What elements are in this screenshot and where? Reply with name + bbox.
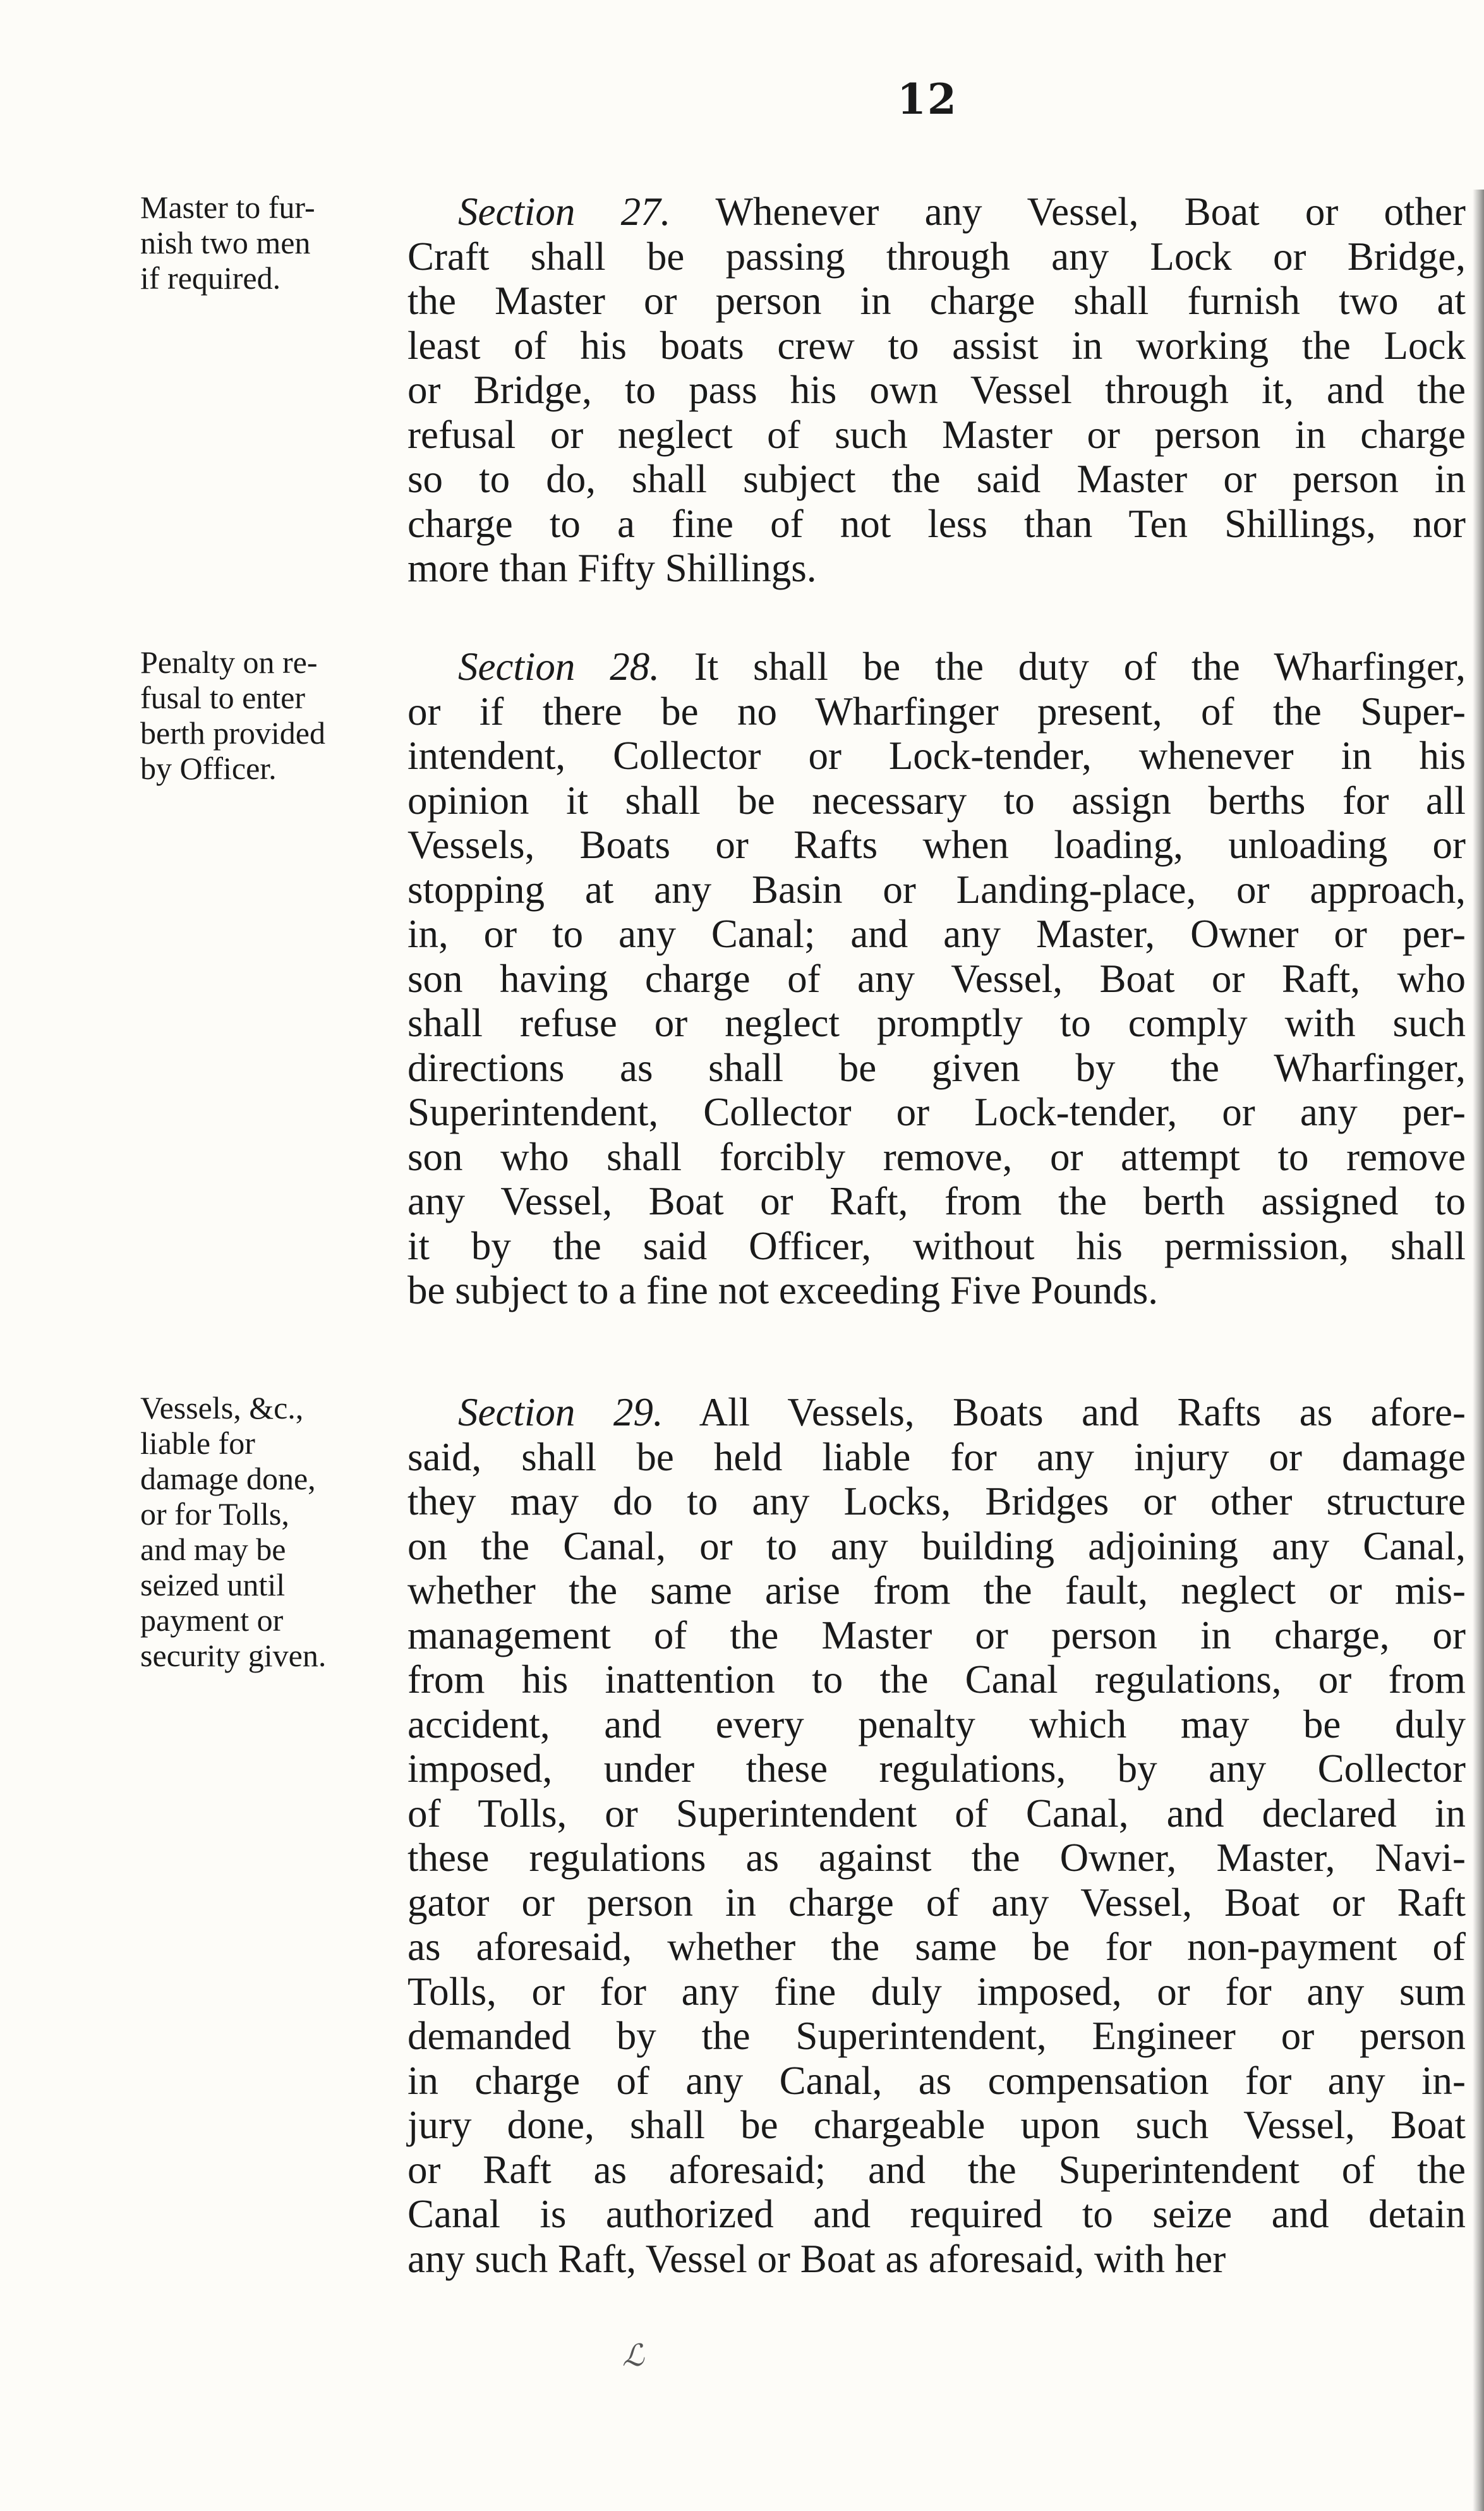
- page-edge-shadow: [1473, 190, 1484, 2511]
- text-line: said, shall be held liable for any injury or damage: [407, 1434, 1466, 1479]
- text-line: Superintendent, Collector or Lock-tender, or any per-: [407, 1090, 1466, 1134]
- text-line: from his inattention to the Canal regulations, or from: [407, 1657, 1466, 1702]
- text-line: any Vessel, Boat or Raft, from the berth assigned to: [407, 1179, 1466, 1223]
- text-line: Tolls, or for any fine duly imposed, or for any sum: [407, 1969, 1466, 2014]
- margin-note-line: security given.: [140, 1638, 327, 1673]
- margin-note-line: damage done,: [140, 1461, 316, 1496]
- text-line: or if there be no Wharfinger present, of the Super-: [407, 689, 1466, 734]
- margin-note-line: payment or: [140, 1602, 284, 1638]
- text-fragment: All Vessels, Boats and Rafts as afore-: [699, 1390, 1466, 1434]
- section-label: Section 29.: [458, 1390, 663, 1434]
- text-fragment: It shall be the duty of the Wharfinger,: [694, 644, 1466, 689]
- text-line: so to do, shall subject the said Master or person in: [407, 457, 1466, 501]
- text-line: son having charge of any Vessel, Boat or Raft, who: [407, 956, 1466, 1001]
- text-line: it by the said Officer, without his permission, shall: [407, 1223, 1466, 1268]
- text-line: these regulations as against the Owner, Master, Navi-: [407, 1836, 1466, 1880]
- text-line: in charge of any Canal, as compensation for any in-: [407, 2058, 1466, 2103]
- margin-note-line: fusal to enter: [140, 680, 306, 715]
- text-fragment: Whenever any Vessel, Boat or other: [715, 190, 1466, 234]
- margin-note-line: and may be: [140, 1532, 286, 1567]
- text-line: refusal or neglect of such Master or person in charge: [407, 412, 1466, 457]
- text-line: [407, 644, 1466, 689]
- text-line: charge to a fine of not less than Ten Shillings, nor: [407, 501, 1466, 546]
- text-line: on the Canal, or to any building adjoining any Canal,: [407, 1523, 1466, 1568]
- text-line: demanded by the Superintendent, Engineer or person: [407, 2014, 1466, 2058]
- text-line: Craft shall be passing through any Lock or Bridge,: [407, 234, 1466, 279]
- margin-note-section-28: [140, 644, 406, 786]
- margin-note-section-27: [140, 190, 406, 296]
- text-line: intendent, Collector or Lock-tender, whenever in his: [407, 734, 1466, 778]
- text-line: [407, 1390, 1466, 1435]
- section-label: Section 28.: [458, 644, 660, 689]
- text-line: Vessels, Boats or Rafts when loading, unloading or: [407, 823, 1466, 867]
- text-line: whether the same arise from the fault, neglect or mis-: [407, 1568, 1466, 1612]
- text-line: as aforesaid, whether the same be for non-payment of: [407, 1925, 1466, 1969]
- text-line: more than Fifty Shillings.: [407, 546, 817, 590]
- section-28-text: [407, 644, 1466, 1313]
- text-line: jury done, shall be chargeable upon such Vessel, Boat: [407, 2103, 1466, 2147]
- margin-note-line: or for Tolls,: [140, 1496, 289, 1532]
- margin-note-line: by Officer.: [140, 751, 277, 786]
- margin-note-section-29: [140, 1390, 406, 1673]
- text-line: imposed, under these regulations, by any Collector: [407, 1746, 1466, 1791]
- text-line: opinion it shall be necessary to assign berths for all: [407, 778, 1466, 823]
- text-line: or Bridge, to pass his own Vessel through it, and the: [407, 368, 1466, 412]
- margin-note-line: nish two men: [140, 225, 311, 260]
- text-line: management of the Master or person in charge, or: [407, 1612, 1466, 1657]
- text-line: of Tolls, or Superintendent of Canal, and declared in: [407, 1791, 1466, 1836]
- section-label: Section 27.: [458, 190, 671, 234]
- page-number: 12: [897, 75, 958, 124]
- text-line: shall refuse or neglect promptly to comply with such: [407, 1001, 1466, 1045]
- text-line: the Master or person in charge shall furnish two at: [407, 279, 1466, 323]
- text-line: they may do to any Locks, Bridges or other structure: [407, 1479, 1466, 1523]
- margin-note-line: Penalty on re-: [140, 644, 318, 680]
- margin-note-line: Master to fur-: [140, 190, 315, 225]
- margin-note-line: liable for: [140, 1425, 255, 1461]
- text-line: accident, and every penalty which may be duly: [407, 1702, 1466, 1746]
- text-line: any such Raft, Vessel or Boat as aforesaid, with her: [407, 2236, 1226, 2281]
- text-line: gator or person in charge of any Vessel, Boat or Raft: [407, 1880, 1466, 1925]
- text-line: directions as shall be given by the Wharfinger,: [407, 1045, 1466, 1090]
- section-29-text: [407, 1390, 1466, 2281]
- text-line: stopping at any Basin or Landing-place, or approach,: [407, 867, 1466, 912]
- text-line: son who shall forcibly remove, or attempt to remove: [407, 1134, 1466, 1179]
- text-line: Canal is authorized and required to seize and detain: [407, 2192, 1466, 2236]
- text-line: be subject to a fine not exceeding Five Pounds.: [407, 1268, 1158, 1312]
- margin-note-line: berth provided: [140, 715, 325, 751]
- margin-note-line: if required.: [140, 260, 281, 296]
- printer-mark-icon: ℒ: [622, 2338, 644, 2373]
- margin-note-line: Vessels, &c.,: [140, 1390, 304, 1425]
- text-line: [407, 190, 1466, 234]
- margin-note-line: seized until: [140, 1567, 286, 1602]
- text-line: or Raft as aforesaid; and the Superintendent of the: [407, 2147, 1466, 2192]
- text-line: least of his boats crew to assist in working the Lock: [407, 323, 1466, 368]
- section-27-text: [407, 190, 1466, 591]
- text-line: in, or to any Canal; and any Master, Owner or per-: [407, 912, 1466, 956]
